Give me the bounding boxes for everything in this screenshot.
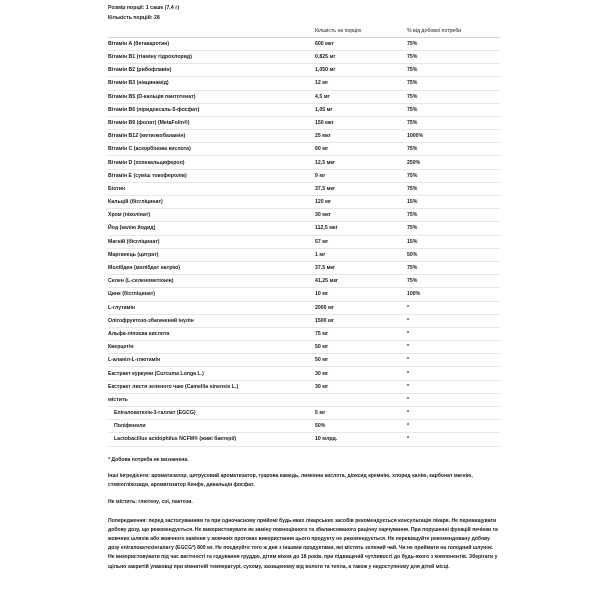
nutrient-name: Кверцетін [108,341,315,354]
nutrient-daily-value: 15% [407,196,500,209]
nutrient-daily-value: * [407,314,500,327]
nutrient-name: Магній (бісгліцинат) [108,235,315,248]
nutrient-amount: 50 мг [315,354,407,367]
nutrient-name: Вітамін C (аскорбінова кислота) [108,143,315,156]
table-row [108,367,500,380]
nutrient-name: Lactobacillus acidophilus NCFM® (живі бактерії) [108,433,315,446]
nutrient-name: Альфа-ліпоєва кислота [108,327,315,340]
nutrient-amount: 1500 мг [315,314,407,327]
nutrient-name: Вітамін B6 (піридоксаль-5-фосфат) [108,103,315,116]
table-row [108,380,500,393]
nutrient-name: Вітамін B5 (D-кальція пантотенат) [108,90,315,103]
table-row [108,130,500,143]
nutrient-amount: 41,25 мкг [315,275,407,288]
nutrient-daily-value: 75% [407,64,500,77]
nutrient-daily-value: 75% [407,261,500,274]
table-row [108,103,500,116]
table-row [108,222,500,235]
nutrient-amount: 30 мг [315,380,407,393]
nutrient-amount: 112,5 мкг [315,222,407,235]
nutrient-amount: 37,5 мкг [315,261,407,274]
nutrient-name: Кальцій (бісгліцинат) [108,196,315,209]
table-row [108,196,500,209]
warning-text: Попередження: перед застосуванням та при одночасному прийомі будь-яких лікарських засобів рекомендується консультація лікаря. Не перевищувати добову дозу, що рекомендується. Не використовувати як заміну повноцінного та збалансованого раціону харчування. При порушенні функцій печінки та жовчних шляхів або жовчного каміння у жовчних протоках використання цього продукту не рекомендується. Не перевищуйте рекомендовану добову дозу епігалокатехінгалату (EGCG*) 800 мг. Не поєднуйте того ж дня з іншими продуктами, які містять зелений чай. Чи не приймати на голодний шлунок. Не використовувати під час вагітності та годування груддю, дітям віком до 18 років, при підвищеній чутливості до будь-якого з компонентів. Зберігати у щільно закритій упаковці при кімнатній температурі, сухому, захищеному від вологи та тепла, а також у недоступному для дітей місці. [108,518,498,570]
table-row [108,407,500,420]
nutrient-name: Вітамін A (бетакаротин) [108,37,315,50]
nutrient-name: Хром (піколінат) [108,209,315,222]
nutrient-daily-value: 75% [407,116,500,129]
table-row [108,156,500,169]
nutrient-name: Селен (L-селенометіонін) [108,275,315,288]
nutrient-daily-value: 50% [407,248,500,261]
nutrient-name: Вітамін E (суміш токоферолів) [108,169,315,182]
nutrient-name: Екстракт листя зеленого чаю (Camellia sinensis L.) [108,380,315,393]
nutrient-daily-value: * [407,327,500,340]
table-row [108,209,500,222]
nutrient-amount: 50 мг [315,341,407,354]
table-row [108,433,500,446]
nutrient-daily-value: 75% [407,182,500,195]
table-row [108,420,500,433]
nutrient-name: Вітамін B12 (метилкобаламін) [108,130,315,143]
nutrient-amount: 1,050 мг [315,64,407,77]
nutrient-amount: 600 мкг [315,37,407,50]
nutrient-name: містить [108,393,315,406]
nutrient-amount: 1,05 мг [315,103,407,116]
nutrient-daily-value: 75% [407,169,500,182]
nutrient-daily-value: * [407,393,500,406]
nutrient-daily-value: 75% [407,90,500,103]
nutrient-daily-value: 15% [407,235,500,248]
nutrient-name: Йод (калію йодид) [108,222,315,235]
table-row [108,288,500,301]
table-row [108,327,500,340]
column-header-daily-value: % від добової потреби [407,28,500,38]
nutrient-amount: 9 мг [315,169,407,182]
table-row [108,275,500,288]
nutrient-amount: 30 мкг [315,209,407,222]
nutrient-amount: 57 мг [315,235,407,248]
table-row [108,50,500,63]
nutrient-daily-value: 75% [407,209,500,222]
table-row [108,341,500,354]
nutrient-amount: 12,5 мкг [315,156,407,169]
table-row [108,235,500,248]
nutrient-daily-value: * [407,354,500,367]
column-header-nutrient [108,28,315,38]
nutrient-daily-value: 75% [407,143,500,156]
nutrient-name: Цинк (бісгліцинат) [108,288,315,301]
nutrient-daily-value: * [407,301,500,314]
nutrient-name: Біотин [108,182,315,195]
nutrient-name: Вітамін D (холекальциферол) [108,156,315,169]
nutrient-amount: 37,5 мкг [315,182,407,195]
nutrient-daily-value: 75% [407,103,500,116]
table-row [108,248,500,261]
nutrient-amount: 150 мкг [315,116,407,129]
table-row [108,90,500,103]
nutrient-name: Вітамін B1 (тіаміну гідрохлорид) [108,50,315,63]
notes-section [108,456,500,508]
nutrient-amount: 4,5 мг [315,90,407,103]
table-body [108,37,500,446]
table-header-row [108,28,500,38]
nutrient-name: Олігофруктозо-збагачений інулін [108,314,315,327]
nutrient-amount: 25 мкг [315,130,407,143]
supplement-facts-table [108,28,500,447]
nutrient-daily-value: 75% [407,50,500,63]
nutrient-name: Вітамін B9 (фолат) (MetaFolin®) [108,116,315,129]
nutrient-name: Марганець (цитрат) [108,248,315,261]
nutrient-daily-value: * [407,380,500,393]
table-row [108,354,500,367]
nutrient-name: Епігалокатехін-3-галлат (EGCG) [108,407,315,420]
nutrient-daily-value: 250% [407,156,500,169]
nutrient-daily-value: 75% [407,275,500,288]
nutrient-amount: 12 мг [315,77,407,90]
nutrient-name: Екстракт куркуми (Curcuma Longa L.) [108,367,315,380]
nutrient-name: L-глутамін [108,301,315,314]
serving-information [108,4,500,24]
nutrient-amount: 1 мг [315,248,407,261]
nutrient-daily-value: * [407,407,500,420]
column-header-amount-per-serving: Кількість на порцію [315,28,407,38]
table-row [108,314,500,327]
nutrient-daily-value: 75% [407,222,500,235]
table-row [108,182,500,195]
table-row [108,77,500,90]
table-row [108,301,500,314]
table-row [108,64,500,77]
nutrient-name: Вітамін B2 (рибофлавін) [108,64,315,77]
nutrient-daily-value: 100% [407,288,500,301]
nutrient-name: Поліфеноли [108,420,315,433]
free-from-text: Не містить: глютену, сої, лактози. [108,499,193,506]
nutrient-daily-value: 1000% [407,130,500,143]
table-row [108,143,500,156]
nutrient-daily-value: 75% [407,77,500,90]
nutrient-amount: 0,825 мг [315,50,407,63]
nutrient-daily-value: * [407,367,500,380]
nutrient-amount: 120 мг [315,196,407,209]
nutrient-daily-value: * [407,420,500,433]
nutrient-amount: 60 мг [315,143,407,156]
daily-value-footnote: * Добова потреба не визначена. [108,456,189,463]
nutrient-name: Молібден (молібдат натрію) [108,261,315,274]
table-row [108,169,500,182]
table-row [108,116,500,129]
nutrient-amount [315,393,407,406]
nutrient-amount: 75 мг [315,327,407,340]
nutrient-amount: 30 мг [315,367,407,380]
nutrient-amount: 10 млрд. [315,433,407,446]
table-row [108,393,500,406]
nutrient-daily-value: * [407,341,500,354]
nutrient-amount: 50% [315,420,407,433]
nutrient-name: Вітамін B3 (ніацинамід) [108,77,315,90]
table-row [108,37,500,50]
nutrient-name: L-аланіл-L-глютамін [108,354,315,367]
servings-per-container-line: Кількість порцій: 28 [108,14,160,21]
other-ingredients-text: Інші інгредієнти: ароматизатор, цитрусовий ароматизатор, гуарова камедь, лимонна кислота, діоксид кремнію, хлорид калію, карбонат магнію, стевіоглікозиди, ароматизатор Кенфе, дикальція фосфат. [108,473,473,489]
nutrient-amount: 5 мг [315,407,407,420]
nutrient-daily-value: 75% [407,37,500,50]
nutrient-amount: 10 мг [315,288,407,301]
nutrient-amount: 2000 мг [315,301,407,314]
table-row [108,261,500,274]
serving-size-line: Розмір порції: 1 саше (7,4 г) [108,5,180,11]
table-header [108,28,500,38]
nutrient-daily-value: * [407,433,500,446]
